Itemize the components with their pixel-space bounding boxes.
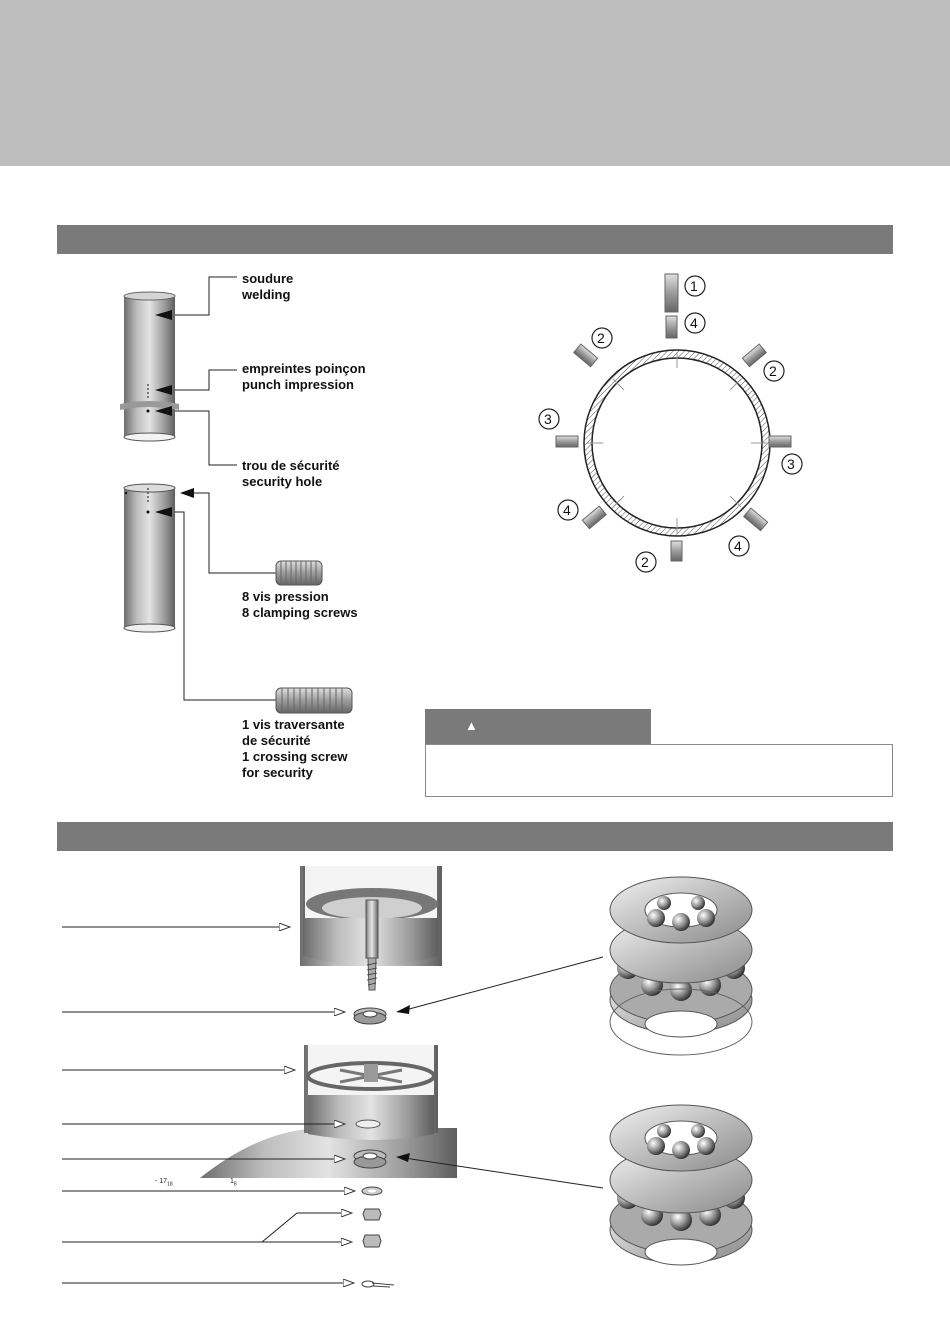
label-hole-fr: trou de sécurité [242,458,340,473]
order-4-bottomleft: 4 [563,502,571,518]
label-hole-en: security hole [242,474,323,489]
small-mark-a-main: - 17 [155,1178,168,1185]
small-mark-b [230,1178,237,1187]
cotter-pin [362,1281,394,1287]
label-screws-en: 8 clamping screws [242,605,358,620]
washer [362,1187,382,1195]
order-2-topleft: 2 [597,330,605,346]
label-crossing-screw [242,717,348,781]
order-3-right: 3 [787,456,795,472]
label-punch-en: punch impression [242,377,354,392]
order-2-topright: 2 [769,363,777,379]
thrust-bearing-bottom [610,1105,752,1265]
small-mark-a [155,1178,173,1187]
small-mark-b-sub: 8 [233,1181,237,1188]
lower-body-cutaway [200,1045,457,1178]
small-bearing-bottom [354,1150,386,1168]
order-4-top: 4 [690,315,698,331]
label-security-hole [242,458,340,490]
warning-box [425,744,893,797]
label-crossing-en1: 1 crossing screw [242,749,348,764]
order-3-left: 3 [544,411,552,427]
label-punch [242,361,366,393]
crossing-screw-image [276,688,352,713]
small-bearing-top [354,1008,386,1024]
upper-body-cutaway [300,866,442,990]
label-clamping-screws [242,589,358,621]
order-2-bottom: 2 [641,554,649,570]
small-mark-a-sub: 18 [167,1181,173,1188]
order-1: 1 [690,278,698,294]
warning-tab [425,709,651,744]
label-crossing-en2: for security [242,765,313,780]
label-welding-fr: soudure [242,271,294,286]
nut-1 [363,1209,381,1220]
warning-icon: ▲ [465,718,478,733]
label-crossing-fr1: 1 vis traversante [242,717,345,732]
label-punch-fr: empreintes poinçon [242,361,366,376]
order-4-bottomright: 4 [734,538,742,554]
label-welding-en: welding [242,287,291,302]
nut-2 [363,1235,381,1247]
lower-tube [124,484,175,632]
label-screws-fr: 8 vis pression [242,589,329,604]
clamping-screw-image [276,561,322,585]
ring-cross-section [584,350,770,536]
thrust-bearing-top [610,877,752,1055]
label-welding [242,271,293,303]
small-mark-b-main: 1 [230,1178,234,1185]
label-crossing-fr2: de sécurité [242,733,311,748]
